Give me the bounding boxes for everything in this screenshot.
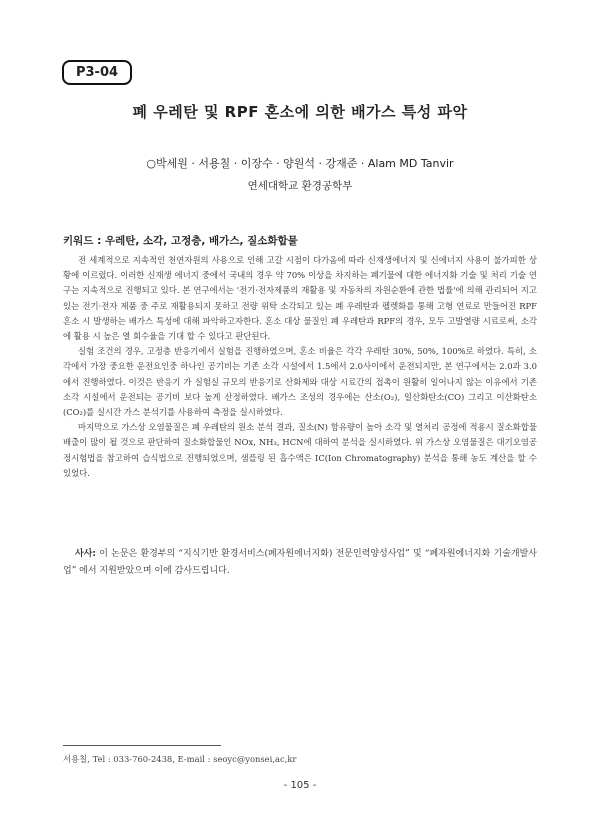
paper-title: 폐 우레탄 및 RPF 혼소에 의한 배가스 특성 파악 (132, 103, 468, 121)
acknowledgement (63, 546, 537, 580)
footnote-divider (63, 745, 221, 746)
paragraph-1: 전 세계적으로 지속적인 천연자원의 사용으로 인해 고갈 시점이 다가옴에 따라 신재생에너지 및 신에너지 사용이 불가피한 상황에 이르렀다. 이러한 신재생 에너지 중에서 국내의 경우 약 70% 이상을 차지하는 폐기물에 대한 에너지화 기술 및 처리 기술 연구는 지속적으로 진행되고 있다. 본 연구에서는 '전기·전자제품의 재활용 및 자동차의 자원순환에 관한 법률'에 의해 관리되어 지고 있는 전기·전자 제품 중 주로 재활용되지 못하고 전량 위탁 소각되고 있는 폐 우레탄과 펠렛화를 통해 고형 연료로 만들어진 RPF 혼소 시 발생하는 배가스 특성에 대해 파악하고자한다. 혼소 대상 물질인 폐 우레탄과 RPF의 경우, 모두 고발열량 시료로써, 소각에 활용 시 높은 열 회수율을 기대 할 수 있다고 판단된다. (63, 255, 537, 342)
abstract-body (63, 253, 537, 481)
keywords-label: 키워드 : (63, 235, 105, 247)
author-list: ○박세원 · 서용칠 · 이장수 · 양원석 · 강재준 · Alam MD Tanvir (146, 157, 454, 170)
keywords-line (63, 233, 298, 248)
paragraph-2: 실험 조건의 경우, 고정층 반응기에서 실험을 진행하였으며, 혼소 비율은 각각 우레탄 30%, 50%, 100%로 하였다. 특히, 소각에서 가장 중요한 운전요인중 하나인 공기비는 기존 소각 시설에서 1.5에서 2.0사이에서 운전되지만, 본 연구에서는 2.0과 3.0에서 진행하였다. 이것은 반응기 가 실험실 규모의 반응기로 산화제와 대상 시료간의 접촉이 원활히 일어나지 않는 이유에서 기존 소각 시설에서 운전되는 공기비 보다 높게 산정하였다. 배가스 조성의 경우에는 산소(O₂), 일산화탄소(CO) 그리고 이산화탄소(CO₂)를 실시간 가스 분석기를 사용하여 측정을 실시하였다. (63, 346, 537, 418)
affiliation: 연세대학교 환경공학부 (247, 180, 353, 192)
page-number: - 105 - (283, 780, 317, 791)
acknowledgement-text: 이 논문은 환경부의 “지식기반 환경서비스(폐자원에너지화) 전문인력양성사업” 및 “폐자원에너지화 기술개발사업” 에서 지원받았으며 이에 감사드립니다. (63, 549, 537, 576)
keywords-text: 우레탄, 소각, 고정층, 배가스, 질소화합물 (104, 235, 298, 247)
corresponding-author-footnote: 서용칠, Tel : 033-760-2438, E-mail : seoyc@yonsei,ac,kr (63, 754, 297, 764)
session-code-badge: P3-04 (62, 60, 132, 85)
acknowledgement-label: 사사: (75, 549, 96, 559)
paragraph-3: 마지막으로 가스상 오염물질은 폐 우레탄의 원소 분석 결과, 질소(N) 함유량이 높아 소각 및 열처리 공정에 적용시 질소화합물 배출이 많이 될 것으로 판단하여 질소화합물인 NOx, NH₃, HCN에 대하여 분석을 실시하였다. 위 가스상 오염물질은 대기오염공정시험법을 참고하여 습식법으로 진행되었으며, 샘플링 된 흡수액은 IC(Ion Chromatography) 분석을 통해 농도 계산을 할 수 있었다. (63, 422, 537, 478)
